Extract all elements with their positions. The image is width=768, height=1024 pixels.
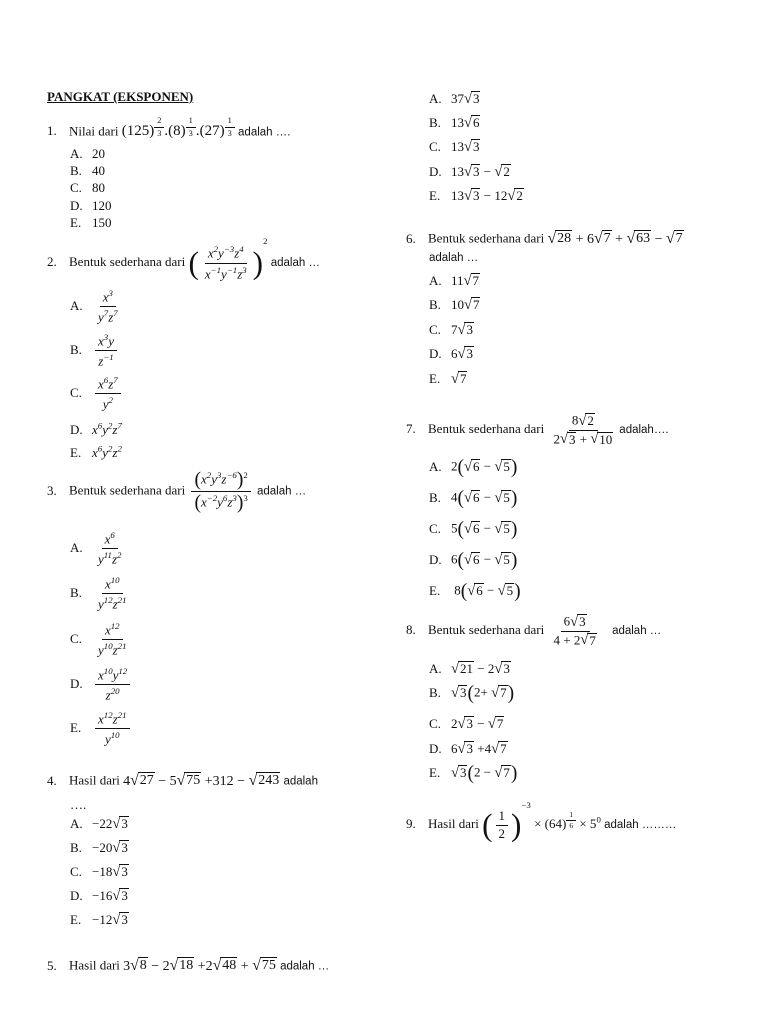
q2-option-a: A. $\frac{x^3}{y^7z^7}$ <box>70 288 118 325</box>
question-3 <box>47 470 306 513</box>
question-tail: adalah … <box>280 960 330 973</box>
q1-option-a: A. 20 <box>70 146 105 161</box>
q2-option-d: D. $x^6y^2z^7$ <box>70 421 122 438</box>
q6-option-c: C. 7 √ 3 <box>429 322 473 338</box>
question-number: 8. <box>406 622 416 638</box>
question-tail: adalah <box>283 775 318 788</box>
q4-option-b: B. −20 √ 3 <box>70 840 128 856</box>
q8-option-c: C. 2 √ 3 − √ 7 <box>429 716 504 732</box>
question-text: Bentuk sederhana dari <box>428 421 545 437</box>
q8-option-b: B. √ 3 (2+ √ 7 ) <box>429 683 515 704</box>
question-9 <box>406 800 676 841</box>
question-number: 1. <box>47 123 57 139</box>
question-number: 9. <box>406 816 416 831</box>
q5-option-e: E. 13 √ 3 − 12 √ 2 <box>429 188 523 204</box>
q3-option-a: A. $\frac{x^6}{y^{11}z^2}$ <box>70 530 122 567</box>
question-tail: adalah ……… <box>604 819 677 831</box>
q8-expression: 6 √ 3 4 + 2 √ 7 <box>553 613 596 649</box>
q1-option-e: E. 150 <box>70 215 112 230</box>
question-tail: adalah … <box>612 625 662 638</box>
q5-option-b: B. 13 √ 6 <box>429 115 480 131</box>
q4-option-d: D. −16 √ 3 <box>70 888 128 904</box>
q8-option-a: A. √ 21 − 2 √ 3 <box>429 661 510 677</box>
q2-option-b: B. $\frac{x^3y}{z^{-1}}$ <box>70 332 120 370</box>
question-1 <box>47 116 290 140</box>
q5-option-c: C. 13 √ 3 <box>429 139 480 155</box>
question-4-continuation: …. <box>70 797 87 812</box>
question-text: Hasil dari <box>428 816 479 831</box>
q3-option-c: C. $\frac{x^{12}}{y^{10}z^{21}}$ <box>70 621 127 658</box>
question-number: 3. <box>47 482 57 498</box>
question-6 <box>406 230 684 248</box>
q7-option-a: A. 2( √ 6 − √ 5 ) <box>429 457 518 478</box>
question-number: 6. <box>406 230 416 246</box>
question-8 <box>406 614 661 648</box>
question-number: 4. <box>47 772 57 788</box>
page-title: PANGKAT (EKSPONEN) <box>47 89 194 104</box>
question-4 <box>47 772 318 790</box>
question-tail: adalah … <box>429 252 479 264</box>
question-tail: adalah …. <box>238 126 291 139</box>
question-text: Bentuk sederhana dari <box>428 230 545 246</box>
question-text: Hasil dari <box>69 957 120 973</box>
q4-option-c: C. −18 √ 3 <box>70 864 128 880</box>
q7-expression: 8 √ 2 2 √ 3 + √ 10 <box>553 412 613 448</box>
q6-option-a: A. 11 √ 7 <box>429 273 480 289</box>
question-tail: adalah … <box>257 485 307 498</box>
question-number: 5. <box>47 957 57 973</box>
q6-expression: √ 28 + 6 √ 7 + √ 63 − √ 7 <box>547 229 683 247</box>
question-text: Bentuk sederhana dari <box>69 482 186 498</box>
question-text: Hasil dari <box>69 772 120 788</box>
q4-option-e: E. −12 √ 3 <box>70 912 128 928</box>
q3-expression: $\frac{(x^2y^3z^{-6})^2}{(x^{-2}y^6z^3)^3}$ <box>188 483 253 498</box>
question-text: Bentuk sederhana dari <box>428 622 545 638</box>
q2-option-c: C. $\frac{x^6z^7}{y^2}$ <box>70 375 124 413</box>
q6-option-d: D. 6 √ 3 <box>429 346 473 362</box>
q8-option-d: D. 6 √ 3 +4 √ 7 <box>429 741 507 757</box>
question-number: 2. <box>47 254 57 269</box>
question-7 <box>406 413 669 447</box>
q5-option-a: A. 37 √ 3 <box>429 91 480 107</box>
q7-option-e: E. 8( √ 6 − √ 5 ) <box>429 581 521 602</box>
q2-option-e: E. $x^6y^2z^2$ <box>70 444 122 461</box>
q6-option-b: B. 10 √ 7 <box>429 297 480 313</box>
q3-option-e: E. $\frac{x^{12}z^{21}}{y^{10}}$ <box>70 710 133 748</box>
q3-option-d: D. $\frac{x^{10}y^{12}}{z^{20}}$ <box>70 666 133 704</box>
q7-option-b: B. 4( √ 6 − √ 5 ) <box>429 488 518 509</box>
question-tail: adalah…. <box>619 424 669 437</box>
question-number: 7. <box>406 421 416 437</box>
question-2 <box>47 236 320 282</box>
q1-expression: (125) $^{\frac{2}{3}}$ .(8) $^{\frac{1}{3}}$ .(27) $^{\frac{1}{3}}$ <box>122 123 235 139</box>
q5-expression: 3 √ 8 − 2 √ 18 +2 √ 48 + √ 75 <box>123 956 276 974</box>
q1-option-d: D. 120 <box>70 198 112 213</box>
q4-option-a: A. −22 √ 3 <box>70 816 128 832</box>
question-tail: adalah … <box>270 257 320 269</box>
question-5 <box>47 957 329 975</box>
question-text: Bentuk sederhana dari <box>69 254 186 269</box>
q1-option-b: B. 40 <box>70 163 105 178</box>
q1-option-c: C. 80 <box>70 180 105 195</box>
q2-expression: ( $\frac{x^2y^{-3}z^4}{x^{-1}y^{-1}z^3}$ )$^2$ <box>188 236 268 281</box>
q6-option-e: E. √ 7 <box>429 371 467 387</box>
q9-expression: ( $\frac{1}{2}$ )$^{-3}$ × (64) $^{\frac{1}{6}}$ × $5^0$ <box>482 800 601 843</box>
q8-option-e: E. √ 3 (2 − √ 7 ) <box>429 763 518 784</box>
q4-expression: 4 √ 27 − 5 √ 75 +312 − √ 243 <box>123 771 280 789</box>
q7-option-c: C. 5( √ 6 − √ 5 ) <box>429 519 518 540</box>
q5-option-d: D. 13 √ 3 − √ 2 <box>429 164 510 180</box>
q3-option-b: B. $\frac{x^{10}}{y^{12}z^{21}}$ <box>70 575 127 612</box>
question-text: Nilai dari <box>69 123 119 139</box>
q7-option-d: D. 6( √ 6 − √ 5 ) <box>429 550 518 571</box>
